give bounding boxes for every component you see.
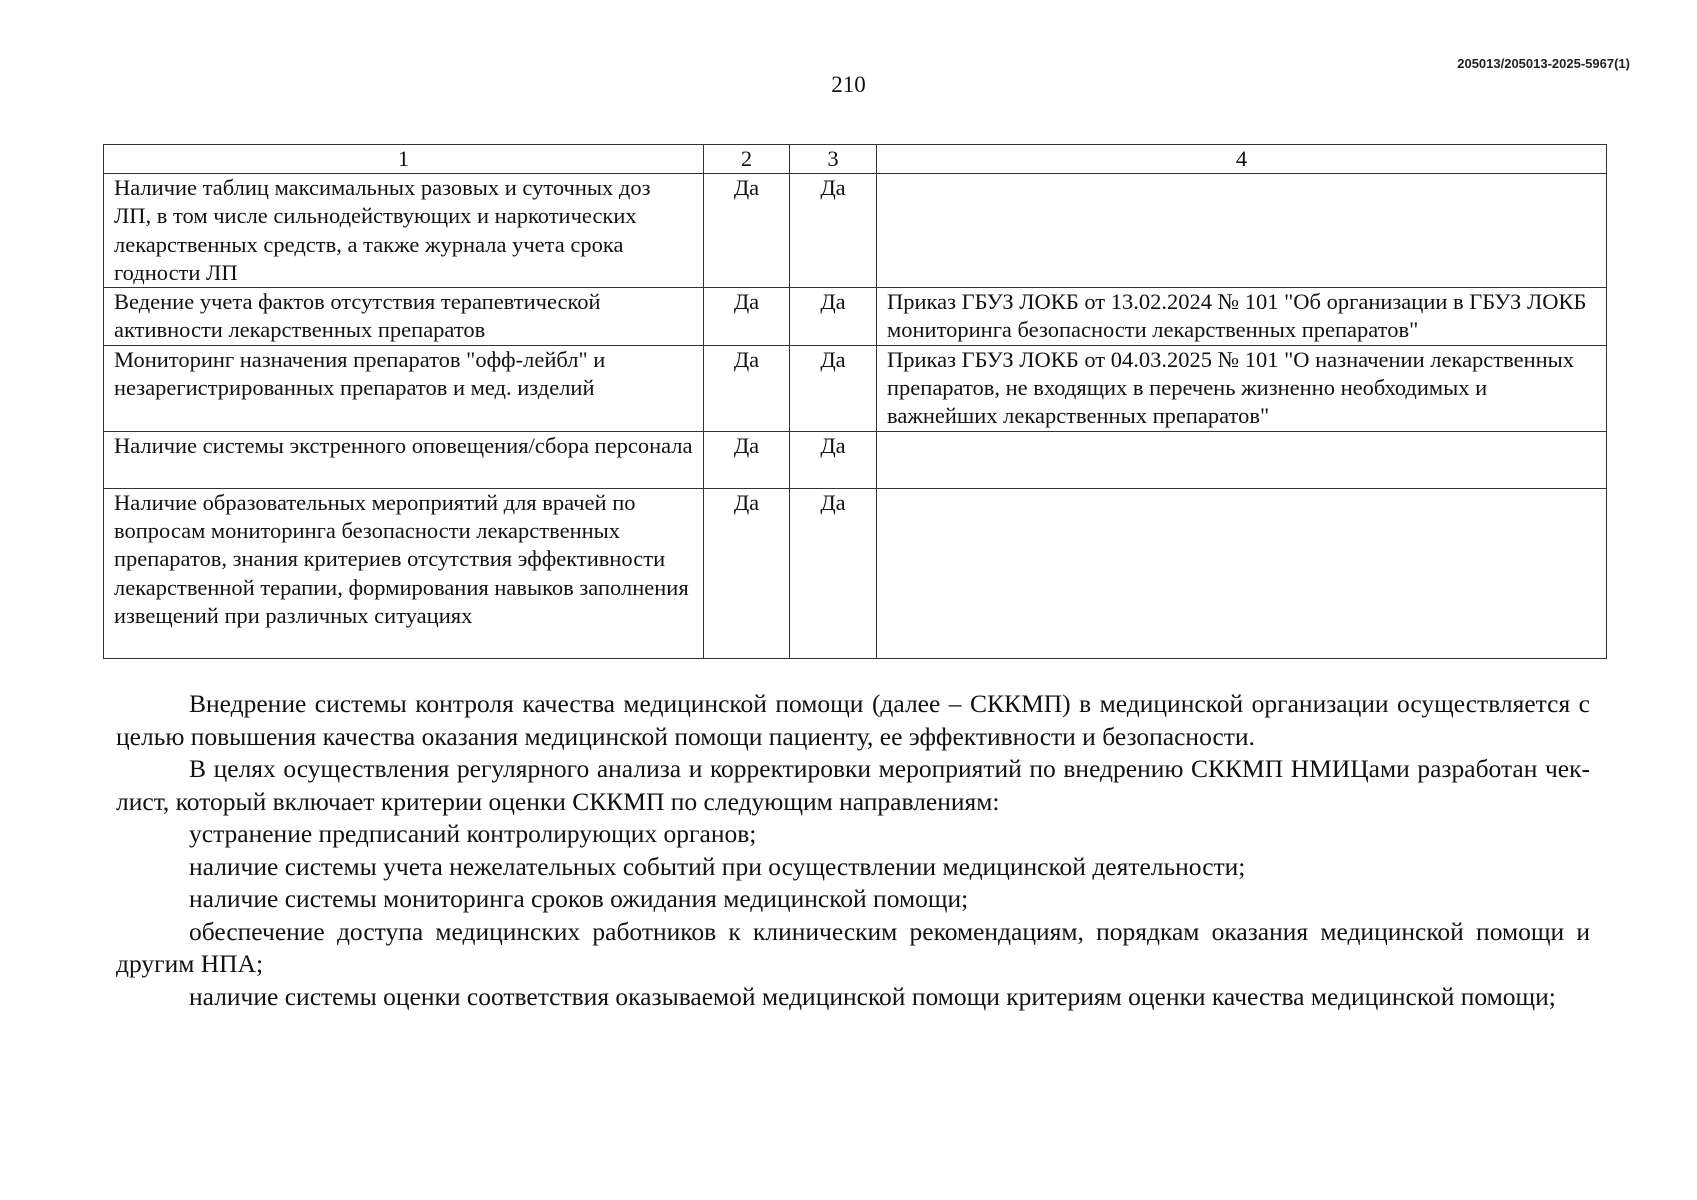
table-row xyxy=(104,488,1607,658)
col2-cell: Да xyxy=(704,174,790,288)
col2-cell: Да xyxy=(704,488,790,658)
criterion-cell: Ведение учета фактов отсутствия терапевтической активности лекарственных препаратов xyxy=(104,288,704,346)
paragraph: В целях осуществления регулярного анализа и корректировки мероприятий по внедрению СККМП НМИЦами разработан чек-лист, который включает критерии оценки СККМП по следующим направлениям: xyxy=(116,754,1590,816)
criterion-cell: Наличие системы экстренного оповещения/сбора персонала xyxy=(104,431,704,488)
list-item: устранение предписаний контролирующих органов; xyxy=(189,819,757,848)
note-cell xyxy=(877,488,1607,658)
col3-cell: Да xyxy=(790,345,877,431)
col3-cell: Да xyxy=(790,488,877,658)
column-header-2: 2 xyxy=(704,145,790,174)
col2-cell: Да xyxy=(704,345,790,431)
col3-cell: Да xyxy=(790,174,877,288)
criterion-cell: Мониторинг назначения препаратов "офф-лейбл" и незарегистрированных препаратов и мед. изделий xyxy=(104,345,704,431)
table-row xyxy=(104,431,1607,488)
list-item: обеспечение доступа медицинских работников к клиническим рекомендациям, порядкам оказания медицинской помощи и другим НПА; xyxy=(116,916,1590,978)
note-cell: Приказ ГБУЗ ЛОКБ от 13.02.2024 № 101 "Об организации в ГБУЗ ЛОКБ мониторинга безопасности лекарственных препаратов" xyxy=(877,288,1607,346)
list-item: наличие системы оценки соответствия оказываемой медицинской помощи критериям оценки качества медицинской помощи; xyxy=(189,981,1556,1011)
list-item: наличие системы учета нежелательных событий при осуществлении медицинской деятельности; xyxy=(189,851,1246,881)
table-header-row xyxy=(104,145,1607,174)
body-text xyxy=(116,688,1590,1013)
note-cell xyxy=(877,431,1607,488)
col3-cell: Да xyxy=(790,288,877,346)
table-row xyxy=(104,174,1607,288)
page-number: 210 xyxy=(831,72,866,97)
document-id: 205013/205013-2025-5967(1) xyxy=(1457,56,1630,71)
table-row xyxy=(104,288,1607,346)
col3-cell: Да xyxy=(790,431,877,488)
criterion-cell: Наличие образовательных мероприятий для врачей по вопросам мониторинга безопасности лекарственных препаратов, знания критериев отсутствия эффективности лекарственной терапии, формирования навыков заполнения извещений при различных ситуациях xyxy=(104,488,704,658)
column-header-3: 3 xyxy=(790,145,877,174)
table-row xyxy=(104,345,1607,431)
col2-cell: Да xyxy=(704,431,790,488)
note-cell: Приказ ГБУЗ ЛОКБ от 04.03.2025 № 101 "О назначении лекарственных препаратов, не входящих в перечень жизненно необходимых и важнейших лекарственных препаратов" xyxy=(877,345,1607,431)
note-cell xyxy=(877,174,1607,288)
criterion-cell: Наличие таблиц максимальных разовых и суточных доз ЛП, в том числе сильнодействующих и наркотических лекарственных средств, а также журнала учета срока годности ЛП xyxy=(104,174,704,288)
paragraph: Внедрение системы контроля качества медицинской помощи (далее – СККМП) в медицинской организации осуществляется с целью повышения качества оказания медицинской помощи пациенту, ее эффективности и безопасности. xyxy=(116,689,1590,751)
criteria-table xyxy=(103,144,1607,659)
column-header-4: 4 xyxy=(877,145,1607,174)
col2-cell: Да xyxy=(704,288,790,346)
column-header-1: 1 xyxy=(104,145,704,174)
list-item: наличие системы мониторинга сроков ожидания медицинской помощи; xyxy=(189,884,969,913)
